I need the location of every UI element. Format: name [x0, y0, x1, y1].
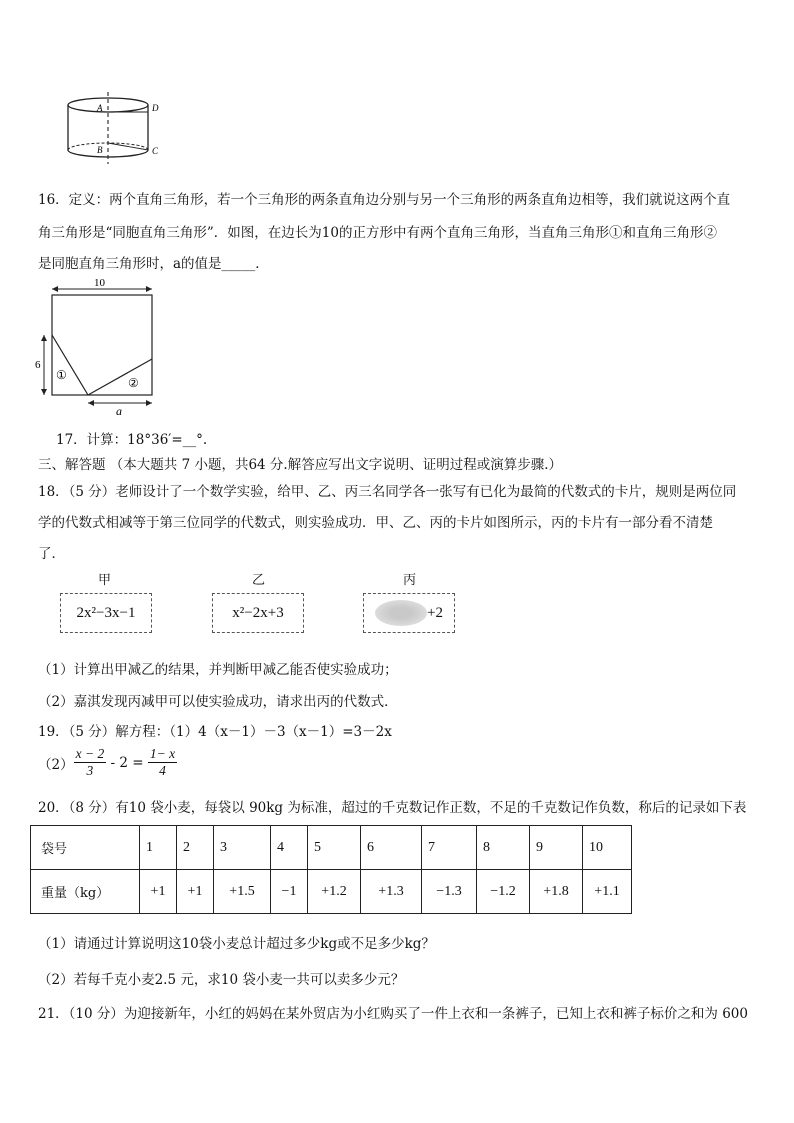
label-triangle-2: ②: [128, 376, 139, 390]
q16-line1: 16．定义：两个直角三角形，若一个三角形的两条直角边分别与另一个三角形的两条直角边相等，我们就说这两个直: [38, 192, 731, 208]
fraction-2: [148, 746, 177, 779]
label-B: B: [97, 145, 103, 155]
table-cell: 2: [177, 826, 214, 870]
q20-sub1: （1）请通过计算说明这10袋小麦总计超过多少kg或不足多少kg？: [38, 936, 435, 952]
table-cell: +1.5: [214, 870, 271, 914]
table-cell: −1: [271, 870, 308, 914]
q18-line1: 18．（5 分）老师设计了一个数学实验，给甲、乙、丙三名同学各一张写有已化为最简的代数式的卡片，规则是两位同: [38, 484, 737, 500]
q18-line3: 了．: [38, 546, 65, 562]
q19-sub2-prefix: （2）: [38, 756, 74, 773]
label-a: a: [116, 404, 122, 418]
q18-sub1: （1）计算出甲减乙的结果，并判断甲减乙能否使实验成功；: [38, 662, 398, 678]
blurred-area: [375, 600, 427, 626]
table-head-bag-number: 袋号: [31, 826, 140, 870]
table-cell: +1.3: [361, 870, 422, 914]
label-triangle-1: ①: [56, 368, 67, 382]
label-C: C: [152, 146, 159, 156]
card-bing-expr: +2: [427, 604, 443, 621]
table-cell: +1: [177, 870, 214, 914]
q18-sub2: （2）嘉淇发现丙减甲可以使实验成功，请求出丙的代数式．: [38, 694, 398, 710]
table-cell: 1: [140, 826, 177, 870]
fraction-1: [74, 746, 107, 779]
label-6: 6: [35, 359, 41, 371]
table-cell: 8: [477, 826, 530, 870]
fraction-1-numerator: x − 2: [75, 746, 105, 761]
table-cell: 9: [530, 826, 583, 870]
q19-line1: 19．（5 分）解方程：（1）4（x－1）－3（x－1）=3－2x: [38, 724, 392, 740]
table-cell: −1.2: [477, 870, 530, 914]
table-row-weights: [31, 870, 632, 914]
card-bing: [363, 593, 455, 633]
table-cell: 4: [271, 826, 308, 870]
table-cell: 10: [583, 826, 632, 870]
section3-heading: 三、解答题 （本大题共 7 小题，共64 分.解答应写出文字说明、证明过程或演算步骤.）: [38, 457, 563, 473]
table-cell: 5: [308, 826, 361, 870]
fraction-2-numerator: 1− x: [149, 746, 176, 761]
q19-middle: - 2 =: [106, 754, 148, 771]
table-cell: 6: [361, 826, 422, 870]
square-figure: [30, 275, 165, 420]
cylinder-figure: [60, 90, 170, 170]
fraction-1-denominator: 3: [86, 763, 94, 778]
fraction-2-denominator: 4: [159, 763, 166, 778]
card-title-jia: 甲: [98, 573, 112, 588]
card-yi-expr: x²−2x+3: [232, 604, 284, 621]
q16-line3: 是同胞直角三角形时，a的值是_____．: [38, 256, 269, 272]
table-cell: 3: [214, 826, 271, 870]
table-cell: 7: [422, 826, 477, 870]
label-A: A: [97, 103, 103, 113]
weights-table: [30, 825, 632, 914]
table-cell: +1.2: [308, 870, 361, 914]
q21-line1: 21．（10 分）为迎接新年，小红的妈妈在某外贸店为小红购买了一件上衣和一条裤子，已知上衣和裤子标价之和为 600: [38, 1006, 748, 1022]
q16-line2: 角三角形是“同胞直角三角形”．如图，在边长为10的正方形中有两个直角三角形，当直角三角形①和直角三角形②: [38, 225, 717, 241]
q20-sub2: （2）若每千克小麦2.5 元，求10 袋小麦一共可以卖多少元？: [38, 972, 405, 988]
card-yi: [212, 593, 304, 633]
table-cell: +1: [140, 870, 177, 914]
label-D: D: [152, 103, 159, 113]
q20-line1: 20．（8 分）有10 袋小麦，每袋以 90kg 为标准，超过的千克数记作正数，不足的千克数记作负数，称后的记录如下表: [38, 800, 747, 816]
table-head-weight: 重量（kg）: [31, 870, 140, 914]
q19-line2: [38, 746, 177, 779]
table-cell: −1.3: [422, 870, 477, 914]
card-jia: [60, 593, 152, 633]
table-cell: +1.1: [583, 870, 632, 914]
q18-line2: 学的代数式相减等于第三位同学的代数式，则实验成功．甲、乙、丙的卡片如图所示，丙的卡片有一部分看不清楚: [38, 515, 713, 531]
card-title-bing: 丙: [403, 573, 417, 588]
table-row-numbers: [31, 826, 632, 870]
q17-text: 17．计算：18°36′=__°.: [56, 432, 208, 448]
table-cell: +1.8: [530, 870, 583, 914]
label-10: 10: [94, 277, 105, 289]
card-title-yi: 乙: [252, 573, 266, 588]
card-jia-expr: 2x²−3x−1: [76, 604, 136, 621]
